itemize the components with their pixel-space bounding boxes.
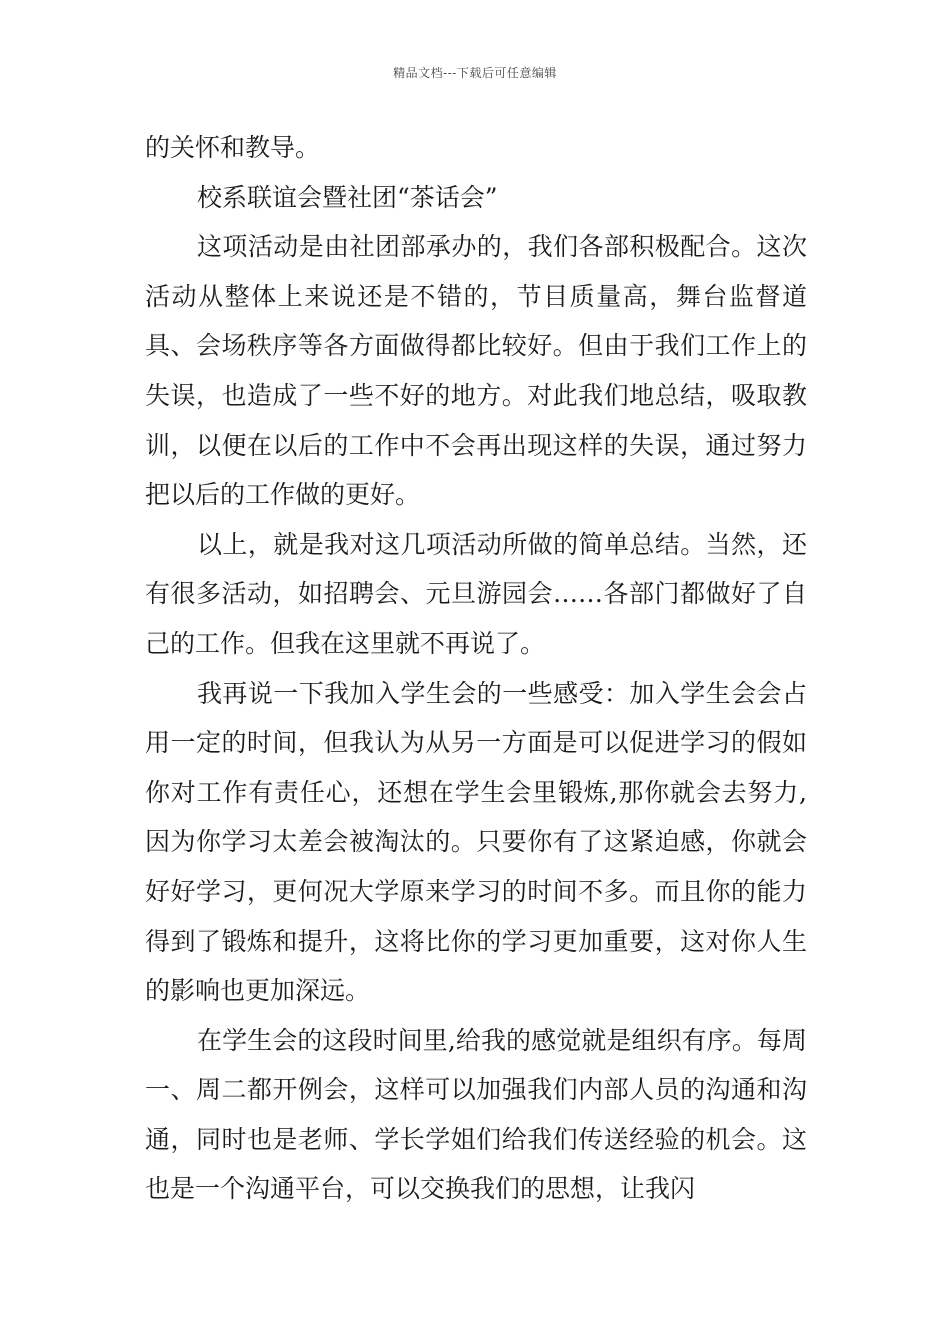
paragraph-organization: 在学生会的这段时间里,给我的感觉就是组织有序。每周一、周二都开例会，这样可以加强我们内部人员的沟通和沟通，同时也是老师、学长学姐们给我们传送经验的机会。这也是一个沟通平台，可以交换我们的思想，让我闪 xyxy=(145,1025,807,1204)
page-header: 精品文档---下载后可任意编辑 xyxy=(393,66,557,80)
paragraph-activity-review: 这项活动是由社团部承办的，我们各部积极配合。这次活动从整体上来说还是不错的，节目质量高，舞台监督道具、会场秩序等各方面做得都比较好。但由于我们工作上的失误，也造成了一些不好的地方。对此我们地总结，吸取教训，以便在以后的工作中不会再出现这样的失误，通过努力把以后的工作做的更好。 xyxy=(145,232,807,510)
paragraph-personal-feelings: 我再说一下我加入学生会的一些感受：加入学生会会占用一定的时间，但我认为从另一方面是可以促进学习的假如你对工作有责任心，还想在学生会里锻炼,那你就会去努力,因为你学习太差会被淘汰的。只要你有了这紧迫感，你就会好好学习，更何况大学原来学习的时间不多。而且你的能力得到了锻炼和提升，这将比你的学习更加重要，这对你人生的影响也更加深远。 xyxy=(145,678,807,1006)
document-body xyxy=(145,123,807,1214)
section-heading: 校系联谊会暨社团“茶话会” xyxy=(197,182,498,212)
paragraph-summary: 以上，就是我对这几项活动所做的简单总结。当然，还有很多活动，如招聘会、元旦游园会……各部门都做好了自己的工作。但我在这里就不再说了。 xyxy=(145,529,807,658)
paragraph-continuation: 的关怀和教导。 xyxy=(145,133,321,162)
